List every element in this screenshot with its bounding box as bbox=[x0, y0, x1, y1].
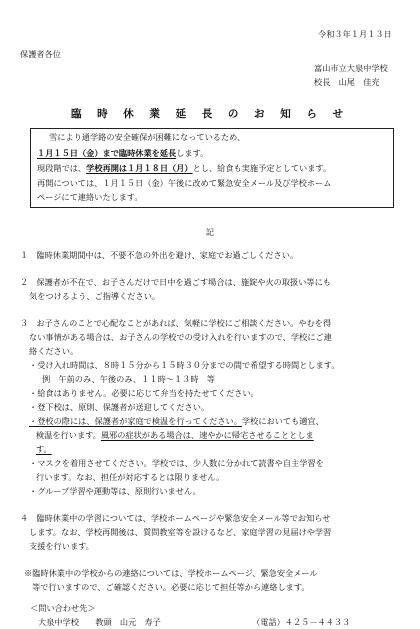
bullet-temperature: ・登校の際には、保護者が家庭で検温を行ってください。学校においても適宜、 bbox=[29, 416, 324, 426]
notice-line-4: 再開については、１月１５日（金）午後に改めて緊急安全メール及び学校ホーム bbox=[37, 178, 332, 188]
section-4-line-1: ４ 臨時休業中の学習については、学校ホームページや緊急安全メール等でお知らせ bbox=[20, 513, 331, 523]
ki-heading: 記 bbox=[205, 227, 215, 237]
section-2-line-1: ２ 保護者が不在で、お子さんだけで日中を過ごす場合は、施錠や火の取扱い等にも bbox=[20, 277, 331, 287]
bullet-group: ・グループ学習や運動等は、原則行いません。 bbox=[29, 486, 201, 496]
section-1: １ 臨時休業期間中は、不要不急の外出を避け、家庭でお過ごしください。 bbox=[20, 250, 299, 260]
notice-line-3: 現段階では、学校再開は１月１８日（月）とし、給食も実施予定としています。 bbox=[37, 163, 332, 173]
bullet-mask: ・マスクを着用させてください。学校では、少人数に分かれて読書や自主学習を bbox=[29, 458, 324, 468]
bullet-temperature-cont: 検温を行います。風邪の症状がある場合は、速やかに帰宅させることとしま bbox=[36, 430, 314, 440]
bullet-temperature-end: す。 bbox=[36, 444, 52, 454]
reopen-text: 学校再開は１月１８日（月） bbox=[86, 163, 193, 173]
page-title: 臨 時 休 業 延 長 の お 知 ら せ bbox=[70, 108, 350, 120]
principal-name: 校長 山尾 佳充 bbox=[314, 77, 380, 87]
bullet-hours-example: 例 午前のみ、午後のみ、１１時～１３時 等 bbox=[42, 374, 215, 384]
section-3-line-3: 絡ください。 bbox=[29, 346, 79, 356]
contact-phone: （電話）４２５－４４３３ bbox=[252, 617, 351, 627]
bullet-mask-cont: 行います。なお、担任が対応するとは限りません。 bbox=[36, 472, 225, 482]
section-3-line-2: ない事情がある場合は、お子さんの学校での受け入れを行いますので、学校にご連 bbox=[29, 332, 332, 342]
note-line-2: 等で行いますので、ご確認ください。必要に応じて担任等から連絡します。 bbox=[32, 582, 310, 592]
bullet-commute: ・登下校は、原則、保護者が送迎してください。 bbox=[29, 402, 210, 412]
section-4-line-3: 支援を行います。 bbox=[29, 541, 94, 551]
extension-text: １月１５日（金）まで臨時休業を延長 bbox=[37, 148, 177, 158]
section-2-line-2: 気をつけるよう、ご指導ください。 bbox=[29, 291, 161, 301]
notice-line-5: ページにて連絡いたします。 bbox=[37, 192, 143, 202]
contact-person: 大泉中学校 教頭 山元 寿子 bbox=[38, 617, 161, 627]
notice-line-1: 雪により通学路の安全確保が困難になっているため、 bbox=[49, 132, 246, 142]
bullet-lunch: ・給食はありません。必要に応じて弁当を持たせてください。 bbox=[29, 388, 259, 398]
section-4-line-2: します。なお、学校再開後は、質問教室等を設けるなど、家庭学習の見届けや学習 bbox=[29, 527, 332, 537]
section-3-line-1: ３ お子さんのことで心配なことがあれば、気軽に学校にご相談ください。やむを得 bbox=[20, 318, 332, 328]
recipient: 保護者各位 bbox=[20, 49, 61, 59]
note-line-1: ※臨時休業中の学校からの連絡については、学校ホームページ、緊急安全メール bbox=[24, 568, 318, 578]
notice-line-2: １月１５日（金）まで臨時休業を延長します。 bbox=[37, 148, 209, 158]
bullet-hours: ・受け入れ時間は、８時１５分から１５時３０分までの間で希望する時間とします。 bbox=[29, 360, 340, 370]
date: 令和３年１月１３日 bbox=[318, 29, 392, 39]
school-name: 富山市立大泉中学校 bbox=[314, 63, 388, 73]
contact-heading: ＜問い合わせ先＞ bbox=[30, 603, 96, 613]
notice-box bbox=[30, 128, 394, 208]
